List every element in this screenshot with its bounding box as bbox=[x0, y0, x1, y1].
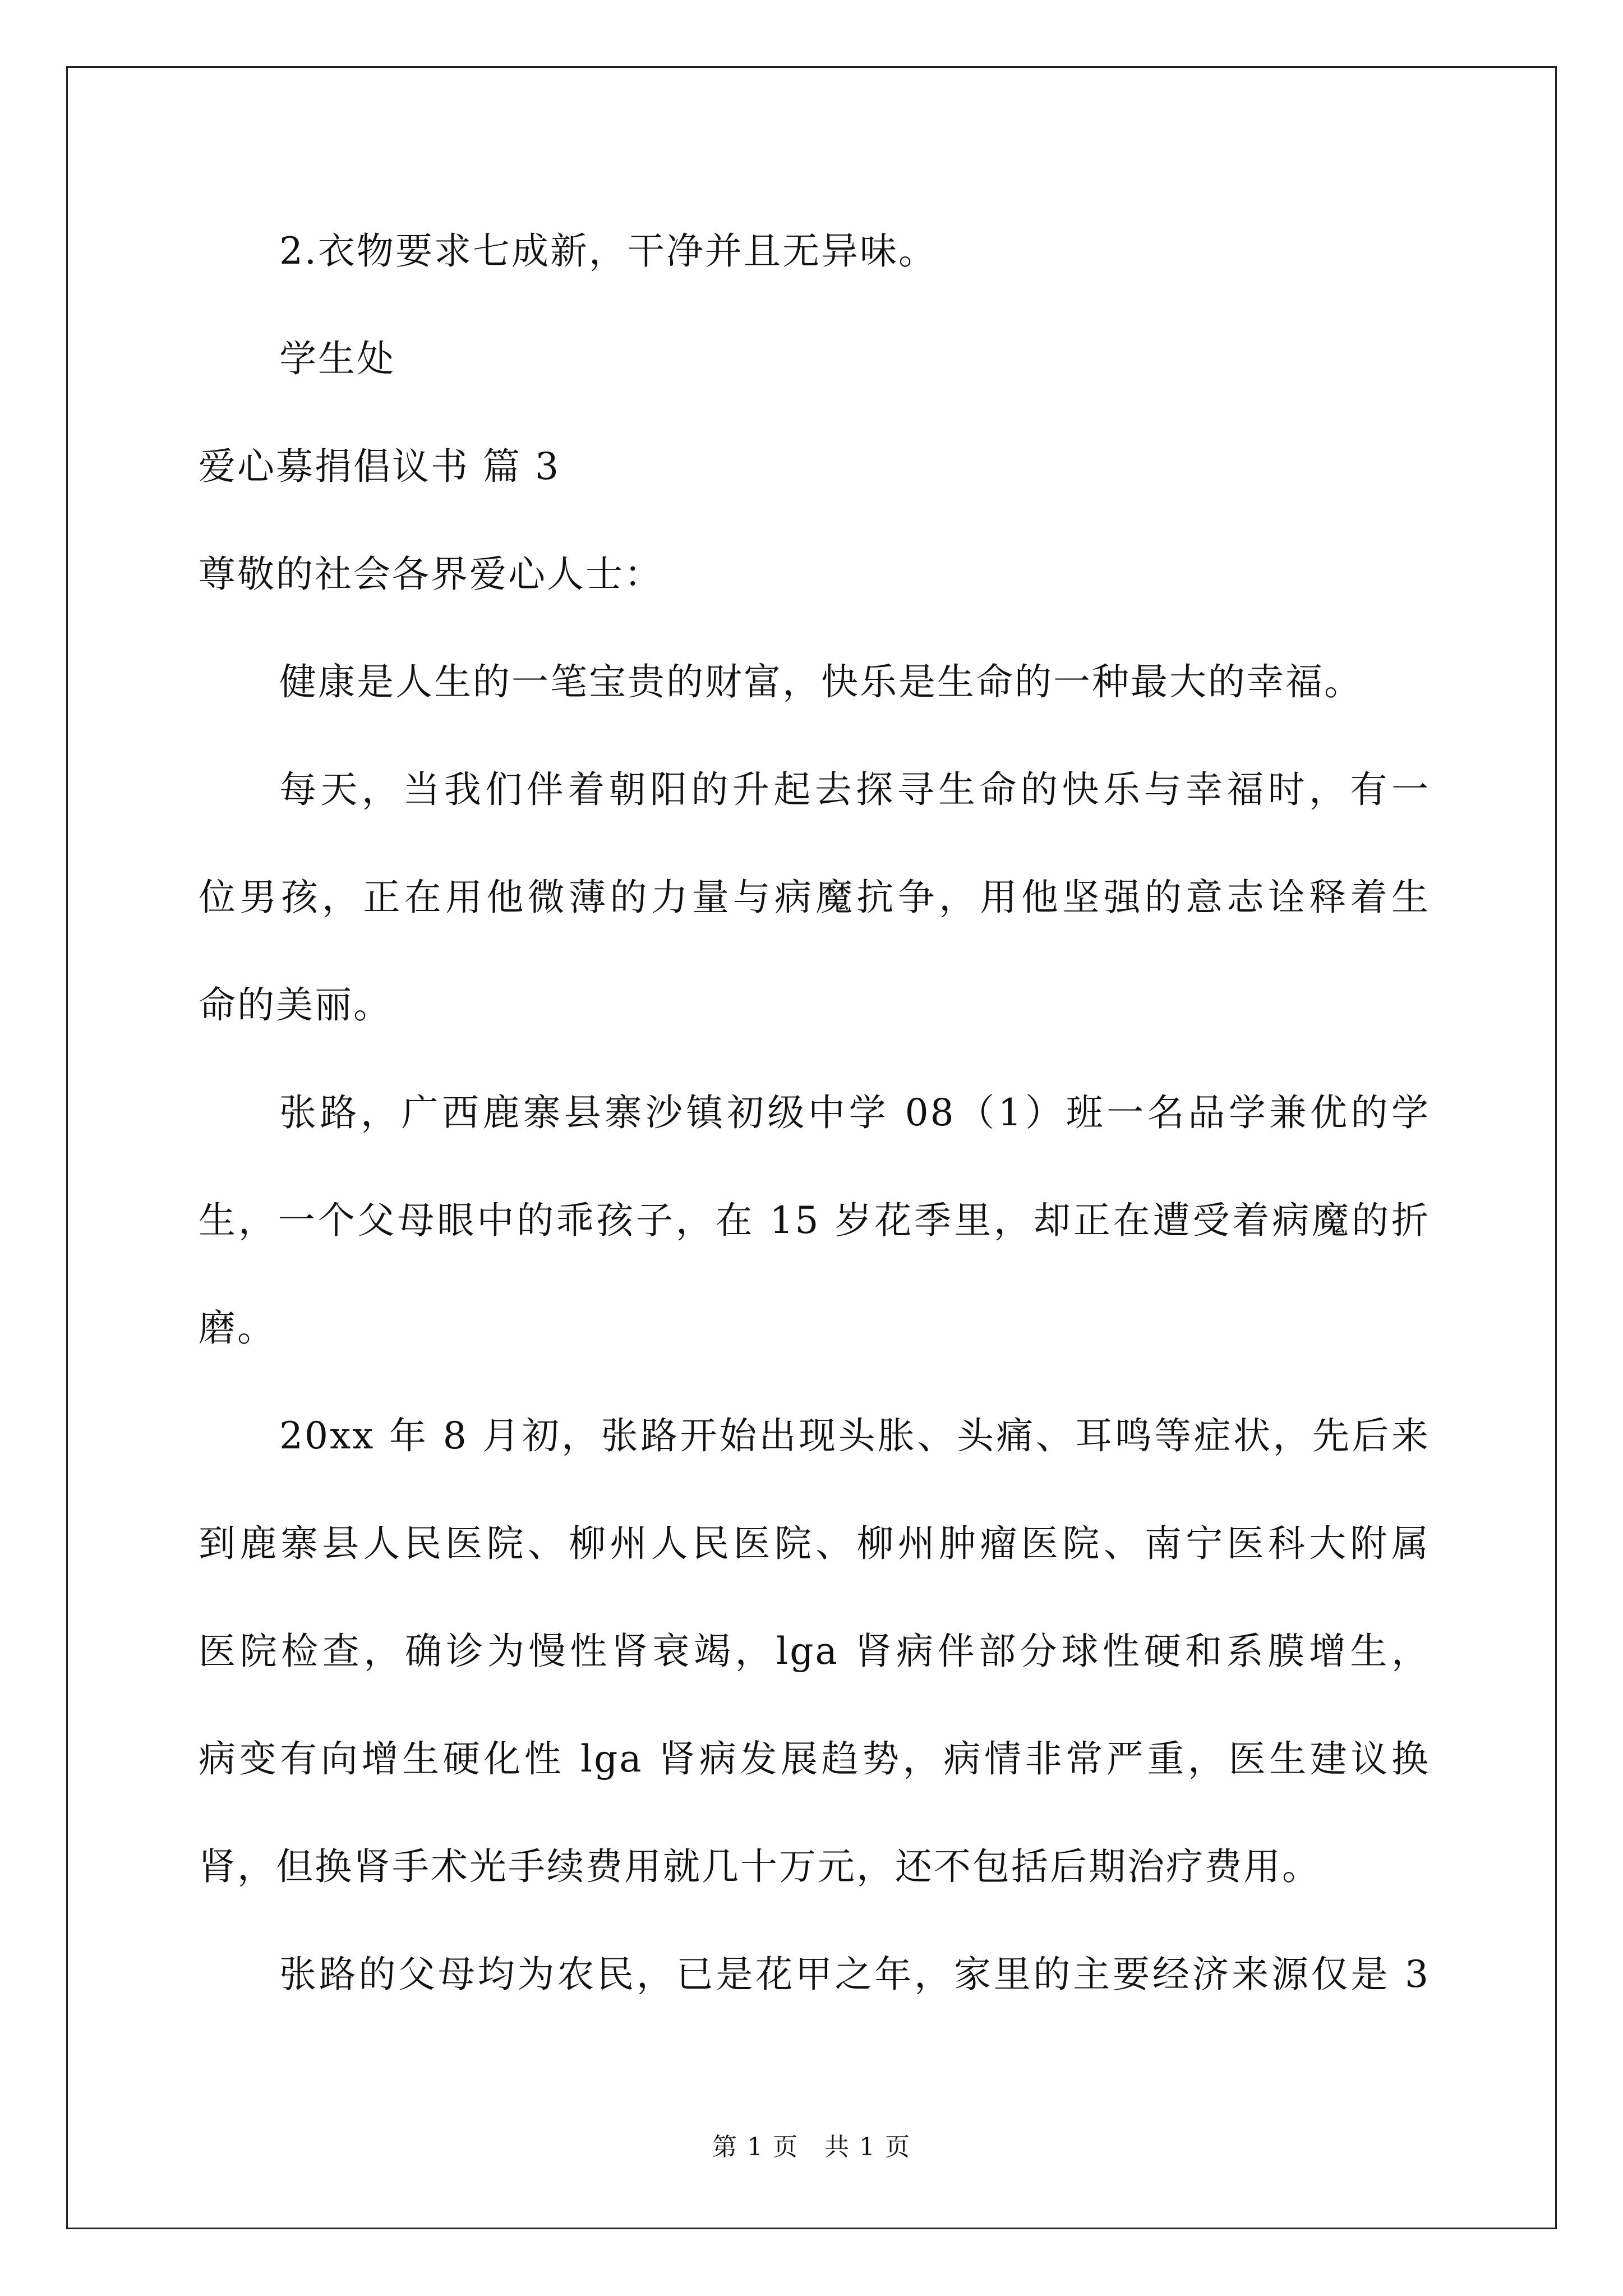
list-item-clothing-requirement: 2.衣物要求七成新，干净并且无异味。 bbox=[279, 229, 937, 273]
paragraph-line: 每天，当我们伴着朝阳的升起去探寻生命的快乐与幸福时，有一 bbox=[279, 768, 1430, 811]
paragraph-line: 20xx 年 8 月初，张路开始出现头胀、头痛、耳鸣等症状，先后来 bbox=[279, 1414, 1430, 1457]
signature-student-office: 学生处 bbox=[279, 337, 395, 380]
paragraph-line: 张路的父母均为农民，已是花甲之年，家里的主要经济来源仅是 3 bbox=[279, 1953, 1430, 1996]
paragraph-line: 到鹿寨县人民医院、柳州人民医院、柳州肿瘤医院、南宁医科大附属 bbox=[199, 1522, 1430, 1565]
paragraph-line: 命的美丽。 bbox=[199, 983, 392, 1027]
paragraph-line: 磨。 bbox=[199, 1306, 276, 1350]
paragraph-line: 病变有向增生硬化性 lga 肾病发展趋势，病情非常严重，医生建议换 bbox=[199, 1737, 1430, 1780]
paragraph-line: 位男孩，正在用他微薄的力量与病魔抗争，用他坚强的意志诠释着生 bbox=[199, 876, 1430, 919]
page-border bbox=[66, 66, 1557, 2229]
paragraph-line: 健康是人生的一笔宝贵的财富，快乐是生命的一种最大的幸福。 bbox=[279, 660, 1363, 703]
paragraph-line: 肾，但换肾手术光手续费用就几十万元，还不包括后期治疗费用。 bbox=[199, 1845, 1321, 1888]
paragraph-line: 医院检查，确诊为慢性肾衰竭，lga 肾病伴部分球性硬和系膜增生， bbox=[199, 1630, 1430, 1673]
salutation: 尊敬的社会各界爱心人士： bbox=[199, 553, 663, 596]
paragraph-line: 生，一个父母眼中的乖孩子，在 15 岁花季里，却正在遭受着病魔的折 bbox=[199, 1199, 1430, 1242]
section-title: 爱心募捐倡议书 篇 3 bbox=[199, 445, 560, 488]
paragraph-line: 张路，广西鹿寨县寨沙镇初级中学 08（1）班一名品学兼优的学 bbox=[279, 1091, 1430, 1134]
page-number-footer: 第 1 页 共 1 页 bbox=[712, 2133, 911, 2161]
